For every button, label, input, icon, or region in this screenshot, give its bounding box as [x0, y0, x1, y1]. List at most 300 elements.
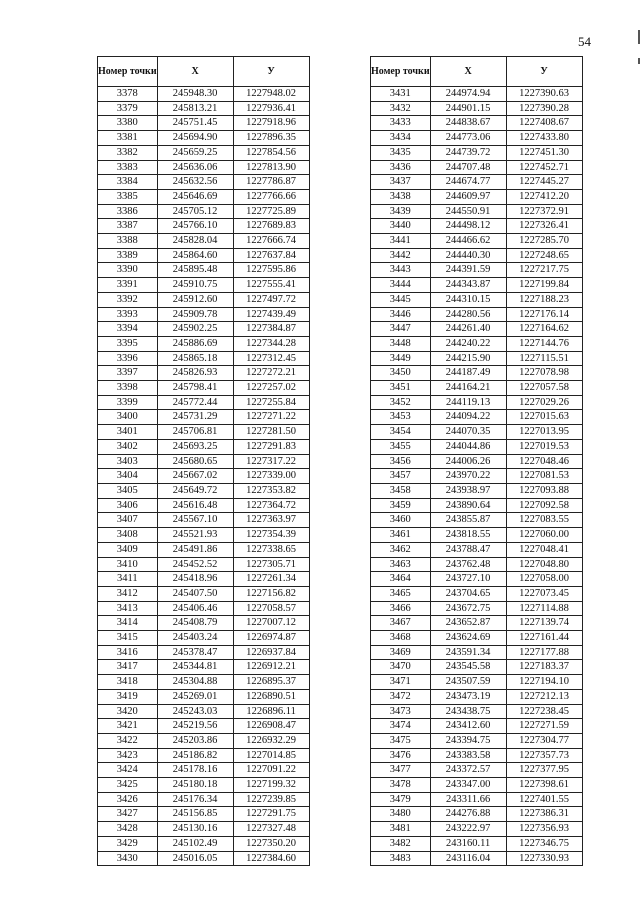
- x-coordinate-cell: 244215.90: [430, 351, 506, 366]
- point-number-cell: 3420: [98, 704, 158, 719]
- point-number-cell: 3439: [371, 204, 431, 219]
- y-coordinate-cell: 1226890.51: [233, 689, 309, 704]
- point-number-cell: 3469: [371, 645, 431, 660]
- x-coordinate-cell: 243116.04: [430, 851, 506, 866]
- x-coordinate-cell: 245521.93: [157, 528, 233, 543]
- y-coordinate-cell: 1227019.53: [506, 439, 582, 454]
- x-coordinate-cell: 245156.85: [157, 807, 233, 822]
- table-row: [371, 425, 583, 440]
- x-coordinate-cell: 245798.41: [157, 381, 233, 396]
- y-coordinate-cell: 1227271.22: [233, 410, 309, 425]
- point-number-cell: 3458: [371, 483, 431, 498]
- x-coordinate-cell: 244094.22: [430, 410, 506, 425]
- table-row: [98, 189, 310, 204]
- x-coordinate-cell: 245705.12: [157, 204, 233, 219]
- x-coordinate-cell: 244164.21: [430, 381, 506, 396]
- table-row: [371, 704, 583, 719]
- table-row: [371, 689, 583, 704]
- point-number-cell: 3399: [98, 395, 158, 410]
- point-number-cell: 3455: [371, 439, 431, 454]
- point-number-cell: 3450: [371, 366, 431, 381]
- table-row: [98, 351, 310, 366]
- y-coordinate-cell: 1227854.56: [233, 145, 309, 160]
- table-row: [371, 322, 583, 337]
- point-number-cell: 3413: [98, 601, 158, 616]
- y-coordinate-cell: 1227689.83: [233, 219, 309, 234]
- y-coordinate-cell: 1227177.88: [506, 645, 582, 660]
- point-number-cell: 3423: [98, 748, 158, 763]
- x-coordinate-cell: 245616.48: [157, 498, 233, 513]
- y-coordinate-cell: 1226912.21: [233, 660, 309, 675]
- y-coordinate-cell: 1227281.50: [233, 425, 309, 440]
- table-row: [371, 498, 583, 513]
- point-number-cell: 3397: [98, 366, 158, 381]
- point-number-cell: 3462: [371, 542, 431, 557]
- point-number-cell: 3481: [371, 822, 431, 837]
- y-coordinate-cell: 1227304.77: [506, 733, 582, 748]
- x-coordinate-cell: 245680.65: [157, 454, 233, 469]
- table-row: [98, 528, 310, 543]
- y-coordinate-cell: 1227330.93: [506, 851, 582, 866]
- point-number-cell: 3381: [98, 131, 158, 146]
- y-coordinate-cell: 1227013.95: [506, 425, 582, 440]
- point-number-cell: 3477: [371, 763, 431, 778]
- y-coordinate-cell: 1227271.59: [506, 719, 582, 734]
- point-number-cell: 3457: [371, 469, 431, 484]
- x-coordinate-cell: 245766.10: [157, 219, 233, 234]
- table-row: [98, 322, 310, 337]
- point-number-cell: 3461: [371, 528, 431, 543]
- x-coordinate-cell: 243383.58: [430, 748, 506, 763]
- table-row: [98, 454, 310, 469]
- x-coordinate-cell: 245567.10: [157, 513, 233, 528]
- y-coordinate-cell: 1227212.13: [506, 689, 582, 704]
- x-coordinate-cell: 244440.30: [430, 248, 506, 263]
- x-coordinate-cell: 245176.34: [157, 792, 233, 807]
- column-header-x: X: [430, 57, 506, 87]
- y-coordinate-cell: 1227156.82: [233, 586, 309, 601]
- x-coordinate-cell: 243855.87: [430, 513, 506, 528]
- x-coordinate-cell: 243652.87: [430, 616, 506, 631]
- y-coordinate-cell: 1227176.14: [506, 307, 582, 322]
- table-row: [371, 528, 583, 543]
- table-row: [371, 616, 583, 631]
- table-row: [371, 366, 583, 381]
- point-number-cell: 3440: [371, 219, 431, 234]
- column-header-y: У: [506, 57, 582, 87]
- x-coordinate-cell: 243704.65: [430, 586, 506, 601]
- x-coordinate-cell: 245130.16: [157, 822, 233, 837]
- x-coordinate-cell: 245408.79: [157, 616, 233, 631]
- point-number-cell: 3480: [371, 807, 431, 822]
- point-number-cell: 3389: [98, 248, 158, 263]
- point-number-cell: 3418: [98, 675, 158, 690]
- x-coordinate-cell: 243507.59: [430, 675, 506, 690]
- table-row: [371, 439, 583, 454]
- x-coordinate-cell: 243727.10: [430, 572, 506, 587]
- table-row: [371, 101, 583, 116]
- y-coordinate-cell: 1227412.20: [506, 189, 582, 204]
- point-number-cell: 3390: [98, 263, 158, 278]
- x-coordinate-cell: 245948.30: [157, 87, 233, 102]
- y-coordinate-cell: 1227918.96: [233, 116, 309, 131]
- y-coordinate-cell: 1227058.57: [233, 601, 309, 616]
- x-coordinate-cell: 245219.56: [157, 719, 233, 734]
- y-coordinate-cell: 1227595.86: [233, 263, 309, 278]
- x-coordinate-cell: 244391.59: [430, 263, 506, 278]
- y-coordinate-cell: 1227350.20: [233, 836, 309, 851]
- point-number-cell: 3464: [371, 572, 431, 587]
- point-number-cell: 3380: [98, 116, 158, 131]
- point-number-cell: 3467: [371, 616, 431, 631]
- point-number-cell: 3438: [371, 189, 431, 204]
- point-number-cell: 3451: [371, 381, 431, 396]
- y-coordinate-cell: 1227433.80: [506, 131, 582, 146]
- table-row: [371, 234, 583, 249]
- point-number-cell: 3401: [98, 425, 158, 440]
- y-coordinate-cell: 1227144.76: [506, 336, 582, 351]
- x-coordinate-cell: 245649.72: [157, 483, 233, 498]
- point-number-cell: 3404: [98, 469, 158, 484]
- y-coordinate-cell: 1227014.85: [233, 748, 309, 763]
- x-coordinate-cell: 245865.18: [157, 351, 233, 366]
- table-row: [98, 307, 310, 322]
- point-number-cell: 3444: [371, 278, 431, 293]
- x-coordinate-cell: 243624.69: [430, 631, 506, 646]
- point-number-cell: 3429: [98, 836, 158, 851]
- x-coordinate-cell: 245909.78: [157, 307, 233, 322]
- table-row: [371, 278, 583, 293]
- x-coordinate-cell: 245378.47: [157, 645, 233, 660]
- y-coordinate-cell: 1227364.72: [233, 498, 309, 513]
- x-coordinate-cell: 245751.45: [157, 116, 233, 131]
- y-coordinate-cell: 1227377.95: [506, 763, 582, 778]
- point-number-cell: 3386: [98, 204, 158, 219]
- x-coordinate-cell: 244261.40: [430, 322, 506, 337]
- y-coordinate-cell: 1227029.26: [506, 395, 582, 410]
- point-number-cell: 3415: [98, 631, 158, 646]
- point-number-cell: 3430: [98, 851, 158, 866]
- table-row: [98, 131, 310, 146]
- x-coordinate-cell: 245406.46: [157, 601, 233, 616]
- point-number-cell: 3407: [98, 513, 158, 528]
- point-number-cell: 3483: [371, 851, 431, 866]
- point-number-cell: 3414: [98, 616, 158, 631]
- table-row: [371, 586, 583, 601]
- table-row: [371, 263, 583, 278]
- point-number-cell: 3475: [371, 733, 431, 748]
- point-number-cell: 3478: [371, 778, 431, 793]
- table-row: [98, 763, 310, 778]
- point-number-cell: 3476: [371, 748, 431, 763]
- table-row: [98, 101, 310, 116]
- x-coordinate-cell: 243818.55: [430, 528, 506, 543]
- y-coordinate-cell: 1227408.67: [506, 116, 582, 131]
- column-header-x: X: [157, 57, 233, 87]
- y-coordinate-cell: 1227248.65: [506, 248, 582, 263]
- table-row: [371, 719, 583, 734]
- table-row: [98, 572, 310, 587]
- table-row: [98, 248, 310, 263]
- point-number-cell: 3393: [98, 307, 158, 322]
- table-row: [371, 513, 583, 528]
- x-coordinate-cell: 245706.81: [157, 425, 233, 440]
- y-coordinate-cell: 1227637.84: [233, 248, 309, 263]
- y-coordinate-cell: 1227078.98: [506, 366, 582, 381]
- point-number-cell: 3448: [371, 336, 431, 351]
- point-number-cell: 3391: [98, 278, 158, 293]
- x-coordinate-cell: 245646.69: [157, 189, 233, 204]
- y-coordinate-cell: 1227238.45: [506, 704, 582, 719]
- table-row: [371, 836, 583, 851]
- y-coordinate-cell: 1227081.53: [506, 469, 582, 484]
- y-coordinate-cell: 1227199.32: [233, 778, 309, 793]
- point-number-cell: 3465: [371, 586, 431, 601]
- table-row: [371, 763, 583, 778]
- table-row: [371, 542, 583, 557]
- table-row: [371, 748, 583, 763]
- x-coordinate-cell: 244343.87: [430, 278, 506, 293]
- x-coordinate-cell: 244070.35: [430, 425, 506, 440]
- table-row: [98, 483, 310, 498]
- table-row: [98, 278, 310, 293]
- x-coordinate-cell: 245491.86: [157, 542, 233, 557]
- y-coordinate-cell: 1227007.12: [233, 616, 309, 631]
- point-number-cell: 3398: [98, 381, 158, 396]
- point-number-cell: 3402: [98, 439, 158, 454]
- y-coordinate-cell: 1227048.46: [506, 454, 582, 469]
- point-number-cell: 3422: [98, 733, 158, 748]
- point-number-cell: 3394: [98, 322, 158, 337]
- column-header-number: Номер точки: [98, 57, 158, 87]
- point-number-cell: 3409: [98, 542, 158, 557]
- x-coordinate-cell: 245813.21: [157, 101, 233, 116]
- y-coordinate-cell: 1227291.75: [233, 807, 309, 822]
- x-coordinate-cell: 243591.34: [430, 645, 506, 660]
- y-coordinate-cell: 1227445.27: [506, 175, 582, 190]
- table-row: [371, 410, 583, 425]
- x-coordinate-cell: 245304.88: [157, 675, 233, 690]
- x-coordinate-cell: 245636.06: [157, 160, 233, 175]
- point-number-cell: 3400: [98, 410, 158, 425]
- table-row: [98, 792, 310, 807]
- y-coordinate-cell: 1227339.00: [233, 469, 309, 484]
- point-number-cell: 3474: [371, 719, 431, 734]
- y-coordinate-cell: 1227073.45: [506, 586, 582, 601]
- table-row: [98, 704, 310, 719]
- x-coordinate-cell: 244187.49: [430, 366, 506, 381]
- y-coordinate-cell: 1227401.55: [506, 792, 582, 807]
- y-coordinate-cell: 1227766.66: [233, 189, 309, 204]
- x-coordinate-cell: 244550.91: [430, 204, 506, 219]
- x-coordinate-cell: 243394.75: [430, 733, 506, 748]
- y-coordinate-cell: 1227936.41: [233, 101, 309, 116]
- table-row: [98, 410, 310, 425]
- x-coordinate-cell: 244609.97: [430, 189, 506, 204]
- x-coordinate-cell: 243347.00: [430, 778, 506, 793]
- y-coordinate-cell: 1227183.37: [506, 660, 582, 675]
- table-row: [98, 87, 310, 102]
- x-coordinate-cell: 245407.50: [157, 586, 233, 601]
- point-number-cell: 3385: [98, 189, 158, 204]
- point-number-cell: 3395: [98, 336, 158, 351]
- table-row: [371, 792, 583, 807]
- point-number-cell: 3449: [371, 351, 431, 366]
- x-coordinate-cell: 244498.12: [430, 219, 506, 234]
- y-coordinate-cell: 1227384.87: [233, 322, 309, 337]
- y-coordinate-cell: 1227083.55: [506, 513, 582, 528]
- table-row: [371, 660, 583, 675]
- table-row: [98, 234, 310, 249]
- coordinates-table-right: [370, 56, 583, 866]
- x-coordinate-cell: 245886.69: [157, 336, 233, 351]
- table-header-row: [371, 57, 583, 87]
- table-row: [371, 483, 583, 498]
- y-coordinate-cell: 1227452.71: [506, 160, 582, 175]
- table-row: [98, 425, 310, 440]
- y-coordinate-cell: 1227261.34: [233, 572, 309, 587]
- point-number-cell: 3392: [98, 292, 158, 307]
- x-coordinate-cell: 244119.13: [430, 395, 506, 410]
- x-coordinate-cell: 245102.49: [157, 836, 233, 851]
- x-coordinate-cell: 245203.86: [157, 733, 233, 748]
- table-row: [371, 307, 583, 322]
- y-coordinate-cell: 1227346.75: [506, 836, 582, 851]
- x-coordinate-cell: 245693.25: [157, 439, 233, 454]
- x-coordinate-cell: 245895.48: [157, 263, 233, 278]
- table-row: [371, 601, 583, 616]
- y-coordinate-cell: 1227353.82: [233, 483, 309, 498]
- table-row: [98, 631, 310, 646]
- y-coordinate-cell: 1227058.00: [506, 572, 582, 587]
- point-number-cell: 3382: [98, 145, 158, 160]
- x-coordinate-cell: 245910.75: [157, 278, 233, 293]
- x-coordinate-cell: 245178.16: [157, 763, 233, 778]
- table-row: [371, 351, 583, 366]
- x-coordinate-cell: 243473.19: [430, 689, 506, 704]
- point-number-cell: 3411: [98, 572, 158, 587]
- y-coordinate-cell: 1226937.84: [233, 645, 309, 660]
- table-row: [98, 175, 310, 190]
- x-coordinate-cell: 243672.75: [430, 601, 506, 616]
- table-row: [371, 219, 583, 234]
- table-row: [371, 292, 583, 307]
- point-number-cell: 3384: [98, 175, 158, 190]
- y-coordinate-cell: 1227439.49: [233, 307, 309, 322]
- x-coordinate-cell: 244310.15: [430, 292, 506, 307]
- point-number-cell: 3396: [98, 351, 158, 366]
- point-number-cell: 3482: [371, 836, 431, 851]
- point-number-cell: 3473: [371, 704, 431, 719]
- table-row: [371, 631, 583, 646]
- table-row: [98, 675, 310, 690]
- x-coordinate-cell: 244707.48: [430, 160, 506, 175]
- y-coordinate-cell: 1227354.39: [233, 528, 309, 543]
- table-row: [98, 778, 310, 793]
- x-coordinate-cell: 243970.22: [430, 469, 506, 484]
- table-row: [371, 822, 583, 837]
- point-number-cell: 3445: [371, 292, 431, 307]
- y-coordinate-cell: 1227255.84: [233, 395, 309, 410]
- point-number-cell: 3416: [98, 645, 158, 660]
- x-coordinate-cell: 243160.11: [430, 836, 506, 851]
- point-number-cell: 3434: [371, 131, 431, 146]
- table-row: [98, 689, 310, 704]
- table-row: [98, 616, 310, 631]
- point-number-cell: 3463: [371, 557, 431, 572]
- x-coordinate-cell: 243762.48: [430, 557, 506, 572]
- y-coordinate-cell: 1227164.62: [506, 322, 582, 337]
- table-row: [98, 219, 310, 234]
- table-row: [98, 204, 310, 219]
- y-coordinate-cell: 1227497.72: [233, 292, 309, 307]
- y-coordinate-cell: 1227257.02: [233, 381, 309, 396]
- x-coordinate-cell: 243545.58: [430, 660, 506, 675]
- x-coordinate-cell: 245418.96: [157, 572, 233, 587]
- x-coordinate-cell: 245667.02: [157, 469, 233, 484]
- table-row: [98, 292, 310, 307]
- point-number-cell: 3460: [371, 513, 431, 528]
- y-coordinate-cell: 1227390.63: [506, 87, 582, 102]
- x-coordinate-cell: 245912.60: [157, 292, 233, 307]
- x-coordinate-cell: 243438.75: [430, 704, 506, 719]
- y-coordinate-cell: 1227327.48: [233, 822, 309, 837]
- y-coordinate-cell: 1227356.93: [506, 822, 582, 837]
- table-row: [371, 116, 583, 131]
- point-number-cell: 3388: [98, 234, 158, 249]
- point-number-cell: 3421: [98, 719, 158, 734]
- x-coordinate-cell: 245016.05: [157, 851, 233, 866]
- y-coordinate-cell: 1227139.74: [506, 616, 582, 631]
- point-number-cell: 3433: [371, 116, 431, 131]
- table-row: [371, 381, 583, 396]
- y-coordinate-cell: 1227386.31: [506, 807, 582, 822]
- x-coordinate-cell: 245243.03: [157, 704, 233, 719]
- x-coordinate-cell: 243412.60: [430, 719, 506, 734]
- y-coordinate-cell: 1227217.75: [506, 263, 582, 278]
- y-coordinate-cell: 1227312.45: [233, 351, 309, 366]
- coordinates-table-left: [97, 56, 310, 866]
- x-coordinate-cell: 245659.25: [157, 145, 233, 160]
- table-row: [371, 336, 583, 351]
- x-coordinate-cell: 244240.22: [430, 336, 506, 351]
- table-row: [371, 733, 583, 748]
- table-row: [98, 822, 310, 837]
- y-coordinate-cell: 1227239.85: [233, 792, 309, 807]
- x-coordinate-cell: 244901.15: [430, 101, 506, 116]
- y-coordinate-cell: 1227285.70: [506, 234, 582, 249]
- table-row: [371, 131, 583, 146]
- point-number-cell: 3419: [98, 689, 158, 704]
- x-coordinate-cell: 245731.29: [157, 410, 233, 425]
- table-row: [98, 748, 310, 763]
- point-number-cell: 3443: [371, 263, 431, 278]
- point-number-cell: 3459: [371, 498, 431, 513]
- point-number-cell: 3427: [98, 807, 158, 822]
- x-coordinate-cell: 245828.04: [157, 234, 233, 249]
- table-row: [98, 116, 310, 131]
- table-row: [98, 498, 310, 513]
- x-coordinate-cell: 245344.81: [157, 660, 233, 675]
- table-row: [98, 586, 310, 601]
- table-row: [371, 160, 583, 175]
- y-coordinate-cell: 1227390.28: [506, 101, 582, 116]
- table-row: [371, 675, 583, 690]
- point-number-cell: 3378: [98, 87, 158, 102]
- y-coordinate-cell: 1227948.02: [233, 87, 309, 102]
- point-number-cell: 3452: [371, 395, 431, 410]
- table-row: [98, 645, 310, 660]
